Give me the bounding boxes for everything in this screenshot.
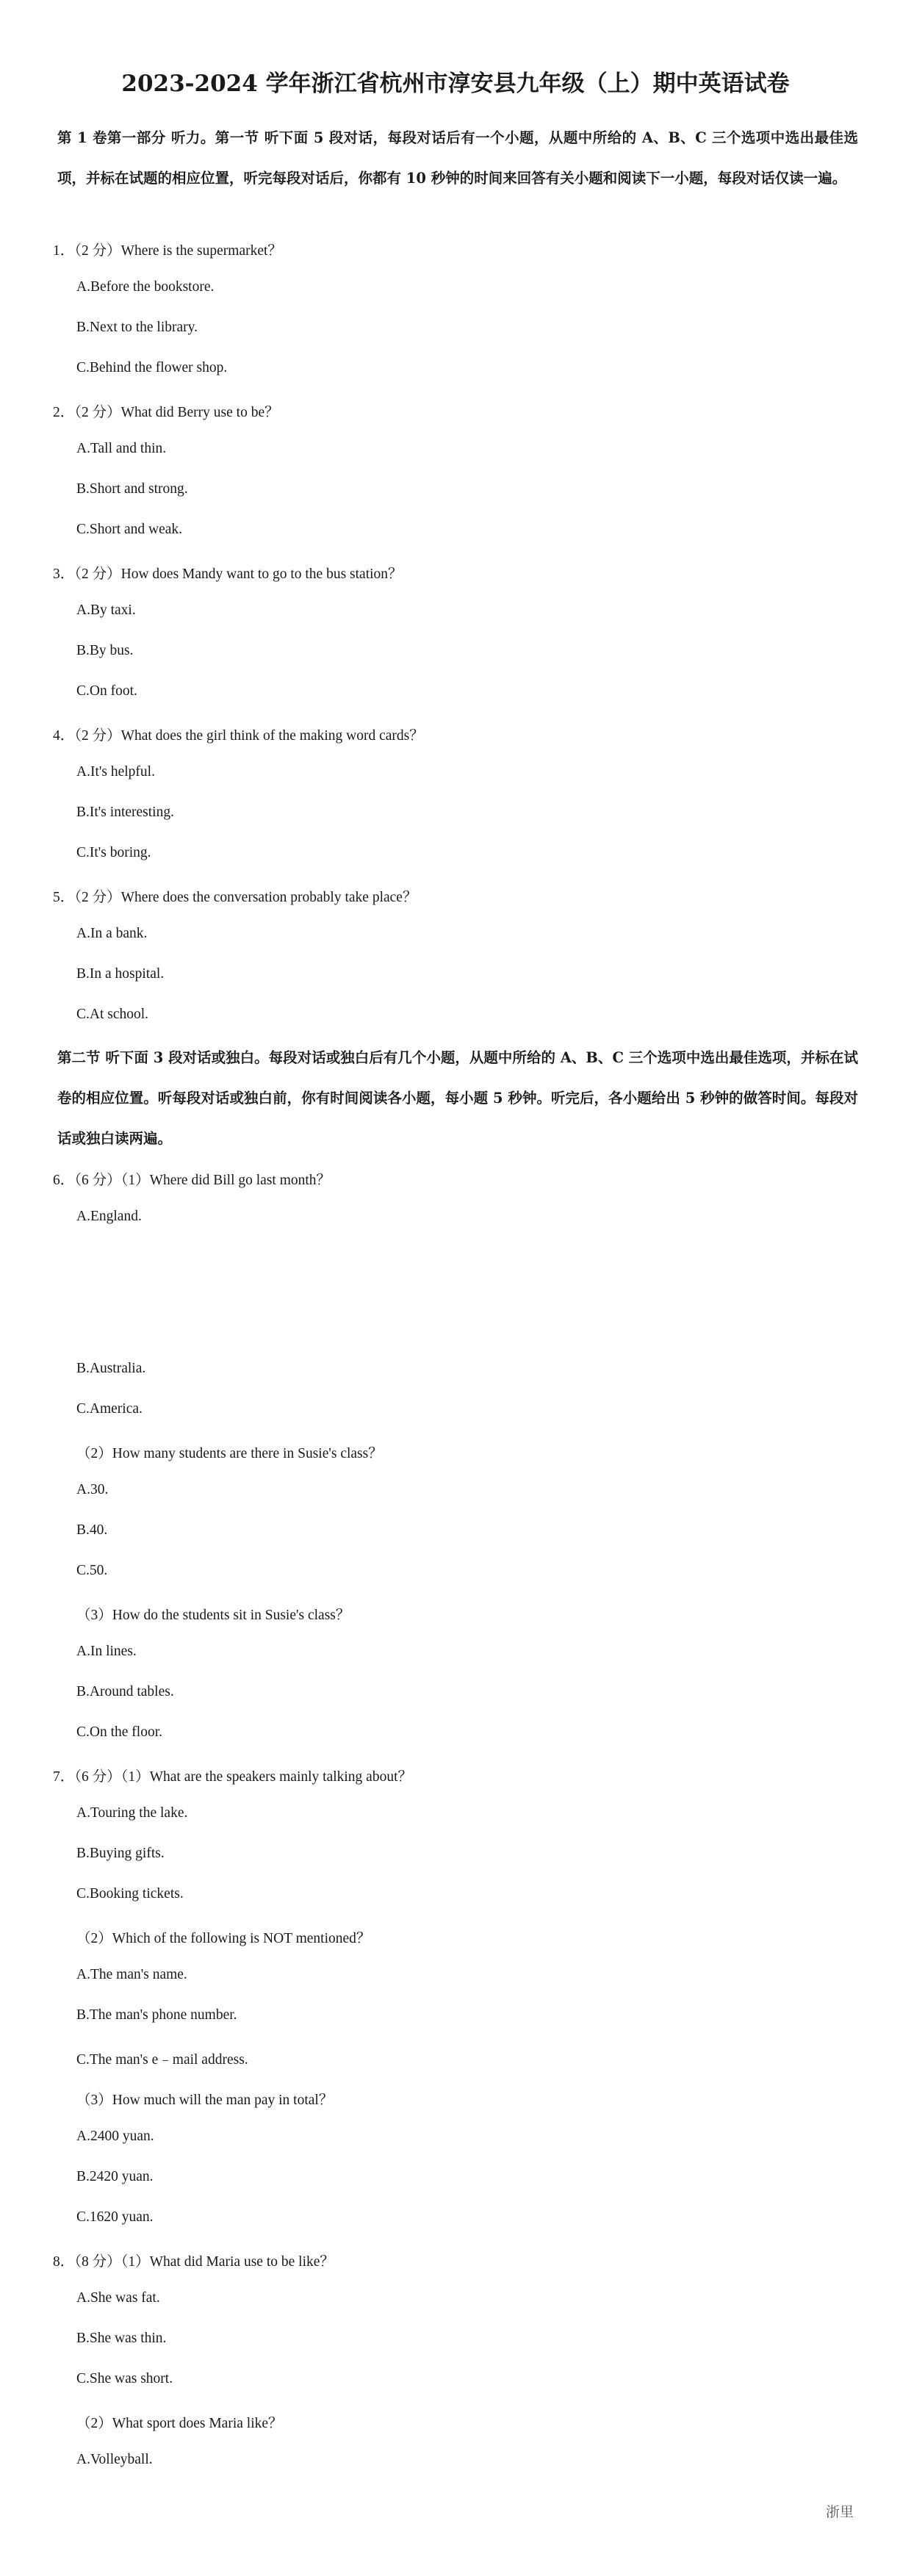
question-3-option-b: B.By bus. [76, 643, 134, 658]
question-2-option-b: B.Short and strong. [76, 481, 188, 497]
question-7-stem: 7．（6 分）（1）What are the speakers mainly talking about？ [53, 1769, 413, 1785]
question-6-stem: 6．（6 分）（1）Where did Bill go last month？ [53, 1173, 331, 1188]
question-6-2-stem: （2）How many students are there in Susie's class？ [76, 1446, 383, 1461]
question-7-2-option-c: C.The man's e﹣mail address. [76, 2052, 248, 2068]
question-8-stem: 8．（8 分）（1）What did Maria use to be like？ [53, 2254, 334, 2270]
question-8-2-stem: （2）What sport does Maria like？ [76, 2416, 283, 2431]
question-8-1-option-a: A.She was fat. [76, 2290, 160, 2306]
question-6-3-option-c: C.On the floor. [76, 1724, 162, 1740]
question-6-2-option-c: C.50. [76, 1563, 108, 1578]
question-6-1-option-c: C.America. [76, 1401, 143, 1417]
question-1-stem: 1．（2 分）Where is the supermarket？ [53, 243, 282, 259]
question-5-stem: 5．（2 分）Where does the conversation probably take place？ [53, 890, 417, 905]
question-4-option-c: C.It's boring. [76, 845, 151, 860]
question-6-1-option-b: B.Australia. [76, 1361, 146, 1376]
section1-instructions: 第 1 卷第一部分 听力。第一节 听下面 5 段对话，每段对话后有一个小题，从题中所给的 A、B、C 三个选项中选出最佳选项，并标在试题的相应位置，听完每段对话后，你都有 10 秒钟的时间来回答有关小题和阅读下一小题，每段对话仅读一遍。 [57, 129, 858, 187]
question-7-2-stem: （2）Which of the following is NOT mentioned？ [76, 1931, 371, 1946]
question-6-2-option-b: B.40. [76, 1522, 108, 1538]
question-2-option-c: C.Short and weak. [76, 522, 183, 537]
question-7-3-option-b: B.2420 yuan. [76, 2169, 154, 2184]
question-6-3-option-a: A.In lines. [76, 1644, 137, 1659]
question-2-stem: 2．（2 分）What did Berry use to be？ [53, 405, 279, 420]
question-8-2-option-a: A.Volleyball. [76, 2452, 153, 2467]
question-1-option-a: A.Before the bookstore. [76, 279, 215, 295]
section2-instructions: 第二节 听下面 3 段对话或独白。每段对话或独白后有几个小题，从题中所给的 A、B、C 三个选项中选出最佳选项，并标在试卷的相应位置。听每段对话或独白前，你有时间阅读各小题，每小题 5 秒钟。听完后，各小题给出 5 秒钟的做答时间。每段对话或独白读两遍。 [57, 1049, 858, 1147]
question-5-option-b: B.In a hospital. [76, 966, 165, 982]
question-3-option-a: A.By taxi. [76, 602, 136, 618]
question-6-2-option-a: A.30. [76, 1482, 109, 1497]
question-3-stem: 3．（2 分）How does Mandy want to go to the bus station？ [53, 566, 403, 582]
question-7-3-stem: （3）How much will the man pay in total？ [76, 2093, 334, 2108]
question-7-3-option-c: C.1620 yuan. [76, 2209, 154, 2225]
question-5-option-c: C.At school. [76, 1007, 149, 1022]
question-1-option-c: C.Behind the flower shop. [76, 360, 228, 375]
question-4-option-a: A.It's helpful. [76, 764, 155, 780]
question-6-3-option-b: B.Around tables. [76, 1684, 174, 1699]
question-7-1-option-a: A.Touring the lake. [76, 1805, 188, 1821]
question-7-1-option-b: B.Buying gifts. [76, 1846, 165, 1861]
page-title: 2023-2024 学年浙江省杭州市淳安县九年级（上）期中英语试卷 [121, 71, 790, 97]
footer-watermark: 浙里 [825, 2504, 854, 2520]
question-6-1-option-a: A.England. [76, 1209, 142, 1224]
question-8-1-option-c: C.She was short. [76, 2371, 173, 2386]
question-1-option-b: B.Next to the library. [76, 320, 198, 335]
question-7-2-option-a: A.The man's name. [76, 1967, 187, 1982]
question-2-option-a: A.Tall and thin. [76, 441, 167, 456]
question-7-1-option-c: C.Booking tickets. [76, 1886, 184, 1902]
question-4-stem: 4．（2 分）What does the girl think of the making word cards？ [53, 728, 424, 744]
question-3-option-c: C.On foot. [76, 683, 137, 699]
question-6-3-stem: （3）How do the students sit in Susie's class？ [76, 1608, 350, 1623]
question-4-option-b: B.It's interesting. [76, 805, 174, 820]
question-8-1-option-b: B.She was thin. [76, 2331, 167, 2346]
question-5-option-a: A.In a bank. [76, 926, 148, 941]
question-7-2-option-b: B.The man's phone number. [76, 2007, 237, 2023]
question-7-3-option-a: A.2400 yuan. [76, 2129, 154, 2144]
